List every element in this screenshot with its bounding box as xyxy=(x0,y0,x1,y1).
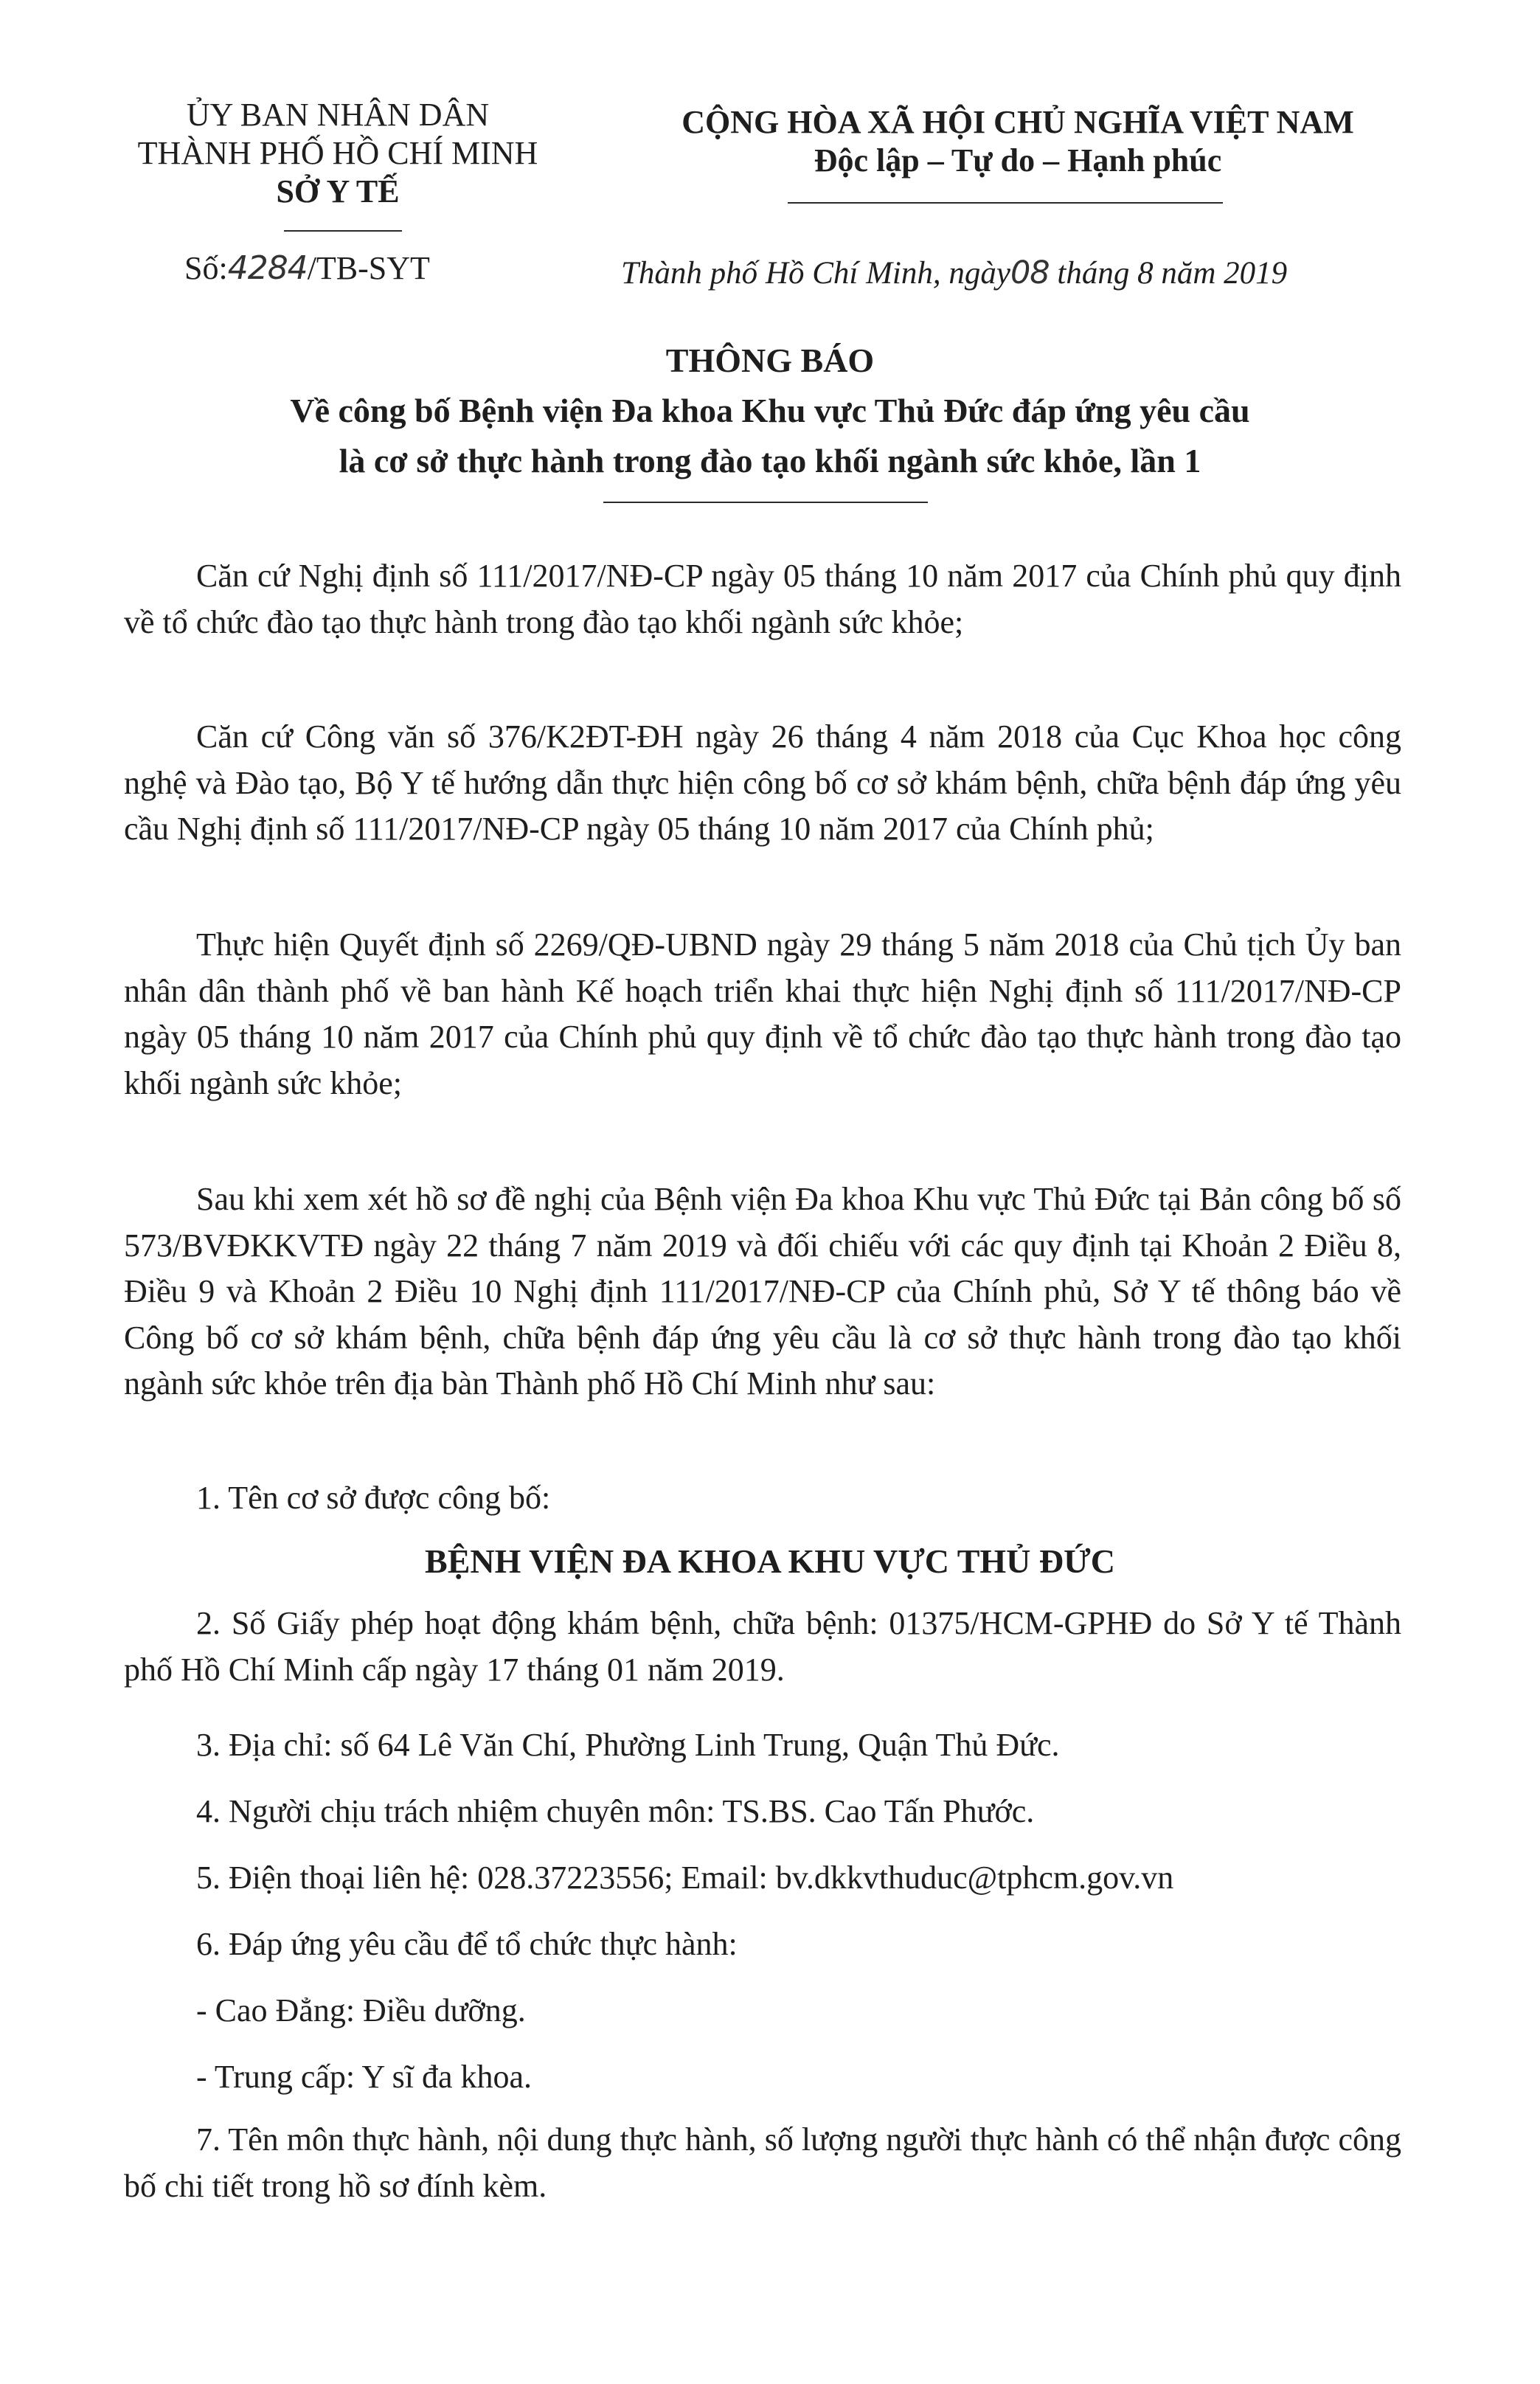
department-underline xyxy=(284,230,402,232)
motto-underline xyxy=(788,202,1223,204)
place-date-suffix: tháng 8 năm 2019 xyxy=(1049,256,1288,291)
legal-basis-paragraph-3: Thực hiện Quyết định số 2269/QĐ-UBND ngày 29 tháng 5 năm 2018 của Chủ tịch Ủy ban nhân dân thành phố về ban hành Kế hoạch triển khai thực hiện Nghị định số 111/2017/NĐ-CP ngày 05 tháng 10 năm 2017 của Chính phủ quy định về tổ chức đào tạo thực hành trong đào tạo khối ngành sức khỏe; xyxy=(124,926,1401,1101)
item-4-responsible-person: 4. Người chịu trách nhiệm chuyên môn: TS.BS. Cao Tấn Phước. xyxy=(196,1793,1035,1829)
document-number xyxy=(184,249,430,287)
national-header xyxy=(612,103,1423,180)
notice-heading: THÔNG BÁO xyxy=(665,342,875,379)
item-1-facility-name-label: 1. Tên cơ sở được công bố: xyxy=(196,1480,551,1516)
date-day-handwritten: 08 xyxy=(1010,254,1050,291)
item-7-practice-details: 7. Tên môn thực hành, nội dung thực hành, số lượng người thực hành có thể nhận được công bố chi tiết trong hồ sơ đính kèm. xyxy=(124,2121,1401,2204)
country-motto: Độc lập – Tự do – Hạnh phúc xyxy=(814,142,1222,179)
legal-basis-paragraph-2: Căn cứ Công văn số 376/K2ĐT-ĐH ngày 26 tháng 4 năm 2018 của Cục Khoa học công nghệ và Đào tạo, Bộ Y tế hướng dẫn thực hiện công bố cơ sở khám bệnh, chữa bệnh đáp ứng yêu cầu Nghị định số 111/2017/NĐ-CP ngày 05 tháng 10 năm 2017 của Chính phủ; xyxy=(124,718,1401,847)
legal-basis-paragraph-1: Căn cứ Nghị định số 111/2017/NĐ-CP ngày 05 tháng 10 năm 2017 của Chính phủ quy định về tổ chức đào tạo thực hành trong đào tạo khối ngành sức khỏe; xyxy=(124,558,1401,640)
item-5-contact: 5. Điện thoại liên hệ: 028.37223556; Email: bv.dkkvthuduc@tphcm.gov.vn xyxy=(196,1860,1174,1896)
place-and-date xyxy=(621,254,1287,291)
review-paragraph: Sau khi xem xét hồ sơ đề nghị của Bệnh viện Đa khoa Khu vực Thủ Đức tại Bản công bố số 573/BVĐKKVTĐ ngày 22 tháng 7 năm 2019 và đối chiếu với các quy định tại Khoản 2 Điều 8, Điều 9 và Khoản 2 Điều 10 Nghị định 111/2017/NĐ-CP của Chính phủ, Sở Y tế thông báo về Công bố cơ sở khám bệnh, chữa bệnh đáp ứng yêu cầu là cơ sở thực hành trong đào tạo khối ngành sức khỏe trên địa bàn Thành phố Hồ Chí Minh như sau: xyxy=(124,1181,1401,1401)
authority-line-1: ỦY BAN NHÂN DÂN xyxy=(186,97,490,133)
authority-line-2: THÀNH PHỐ HỒ CHÍ MINH xyxy=(137,135,538,171)
item-6-college-level: - Cao Đẳng: Điều dưỡng. xyxy=(196,1992,526,2028)
item-2-license: 2. Số Giấy phép hoạt động khám bệnh, chữa bệnh: 01375/HCM-GPHĐ do Sở Y tế Thành phố Hồ Chí Minh cấp ngày 17 tháng 01 năm 2019. xyxy=(124,1605,1401,1688)
place-date-prefix: Thành phố Hồ Chí Minh, ngày xyxy=(621,256,1010,291)
notice-subject-line-1: Về công bố Bệnh viện Đa khoa Khu vực Thủ Đức đáp ứng yêu cầu xyxy=(290,392,1250,429)
doc-number-prefix: Số: xyxy=(184,250,228,286)
issuing-authority xyxy=(80,96,596,211)
item-6-training-requirements: 6. Đáp ứng yêu cầu để tổ chức thực hành: xyxy=(196,1926,738,1962)
notice-subject-line-2: là cơ sở thực hành trong đào tạo khối ngành sức khỏe, lần 1 xyxy=(339,442,1201,479)
item-6-intermediate-level: - Trung cấp: Y sĩ đa khoa. xyxy=(196,2059,533,2095)
hospital-name: BỆNH VIỆN ĐA KHOA KHU VỰC THỦ ĐỨC xyxy=(425,1542,1115,1580)
doc-number-suffix: /TB-SYT xyxy=(307,250,430,286)
title-underline xyxy=(603,502,928,503)
country-name: CỘNG HÒA XÃ HỘI CHỦ NGHĨA VIỆT NAM xyxy=(681,104,1354,140)
doc-number-handwritten: 4284 xyxy=(227,249,308,287)
item-3-address: 3. Địa chỉ: số 64 Lê Văn Chí, Phường Linh Trung, Quận Thủ Đức. xyxy=(196,1727,1060,1763)
department-name: SỞ Y TẾ xyxy=(276,173,400,209)
